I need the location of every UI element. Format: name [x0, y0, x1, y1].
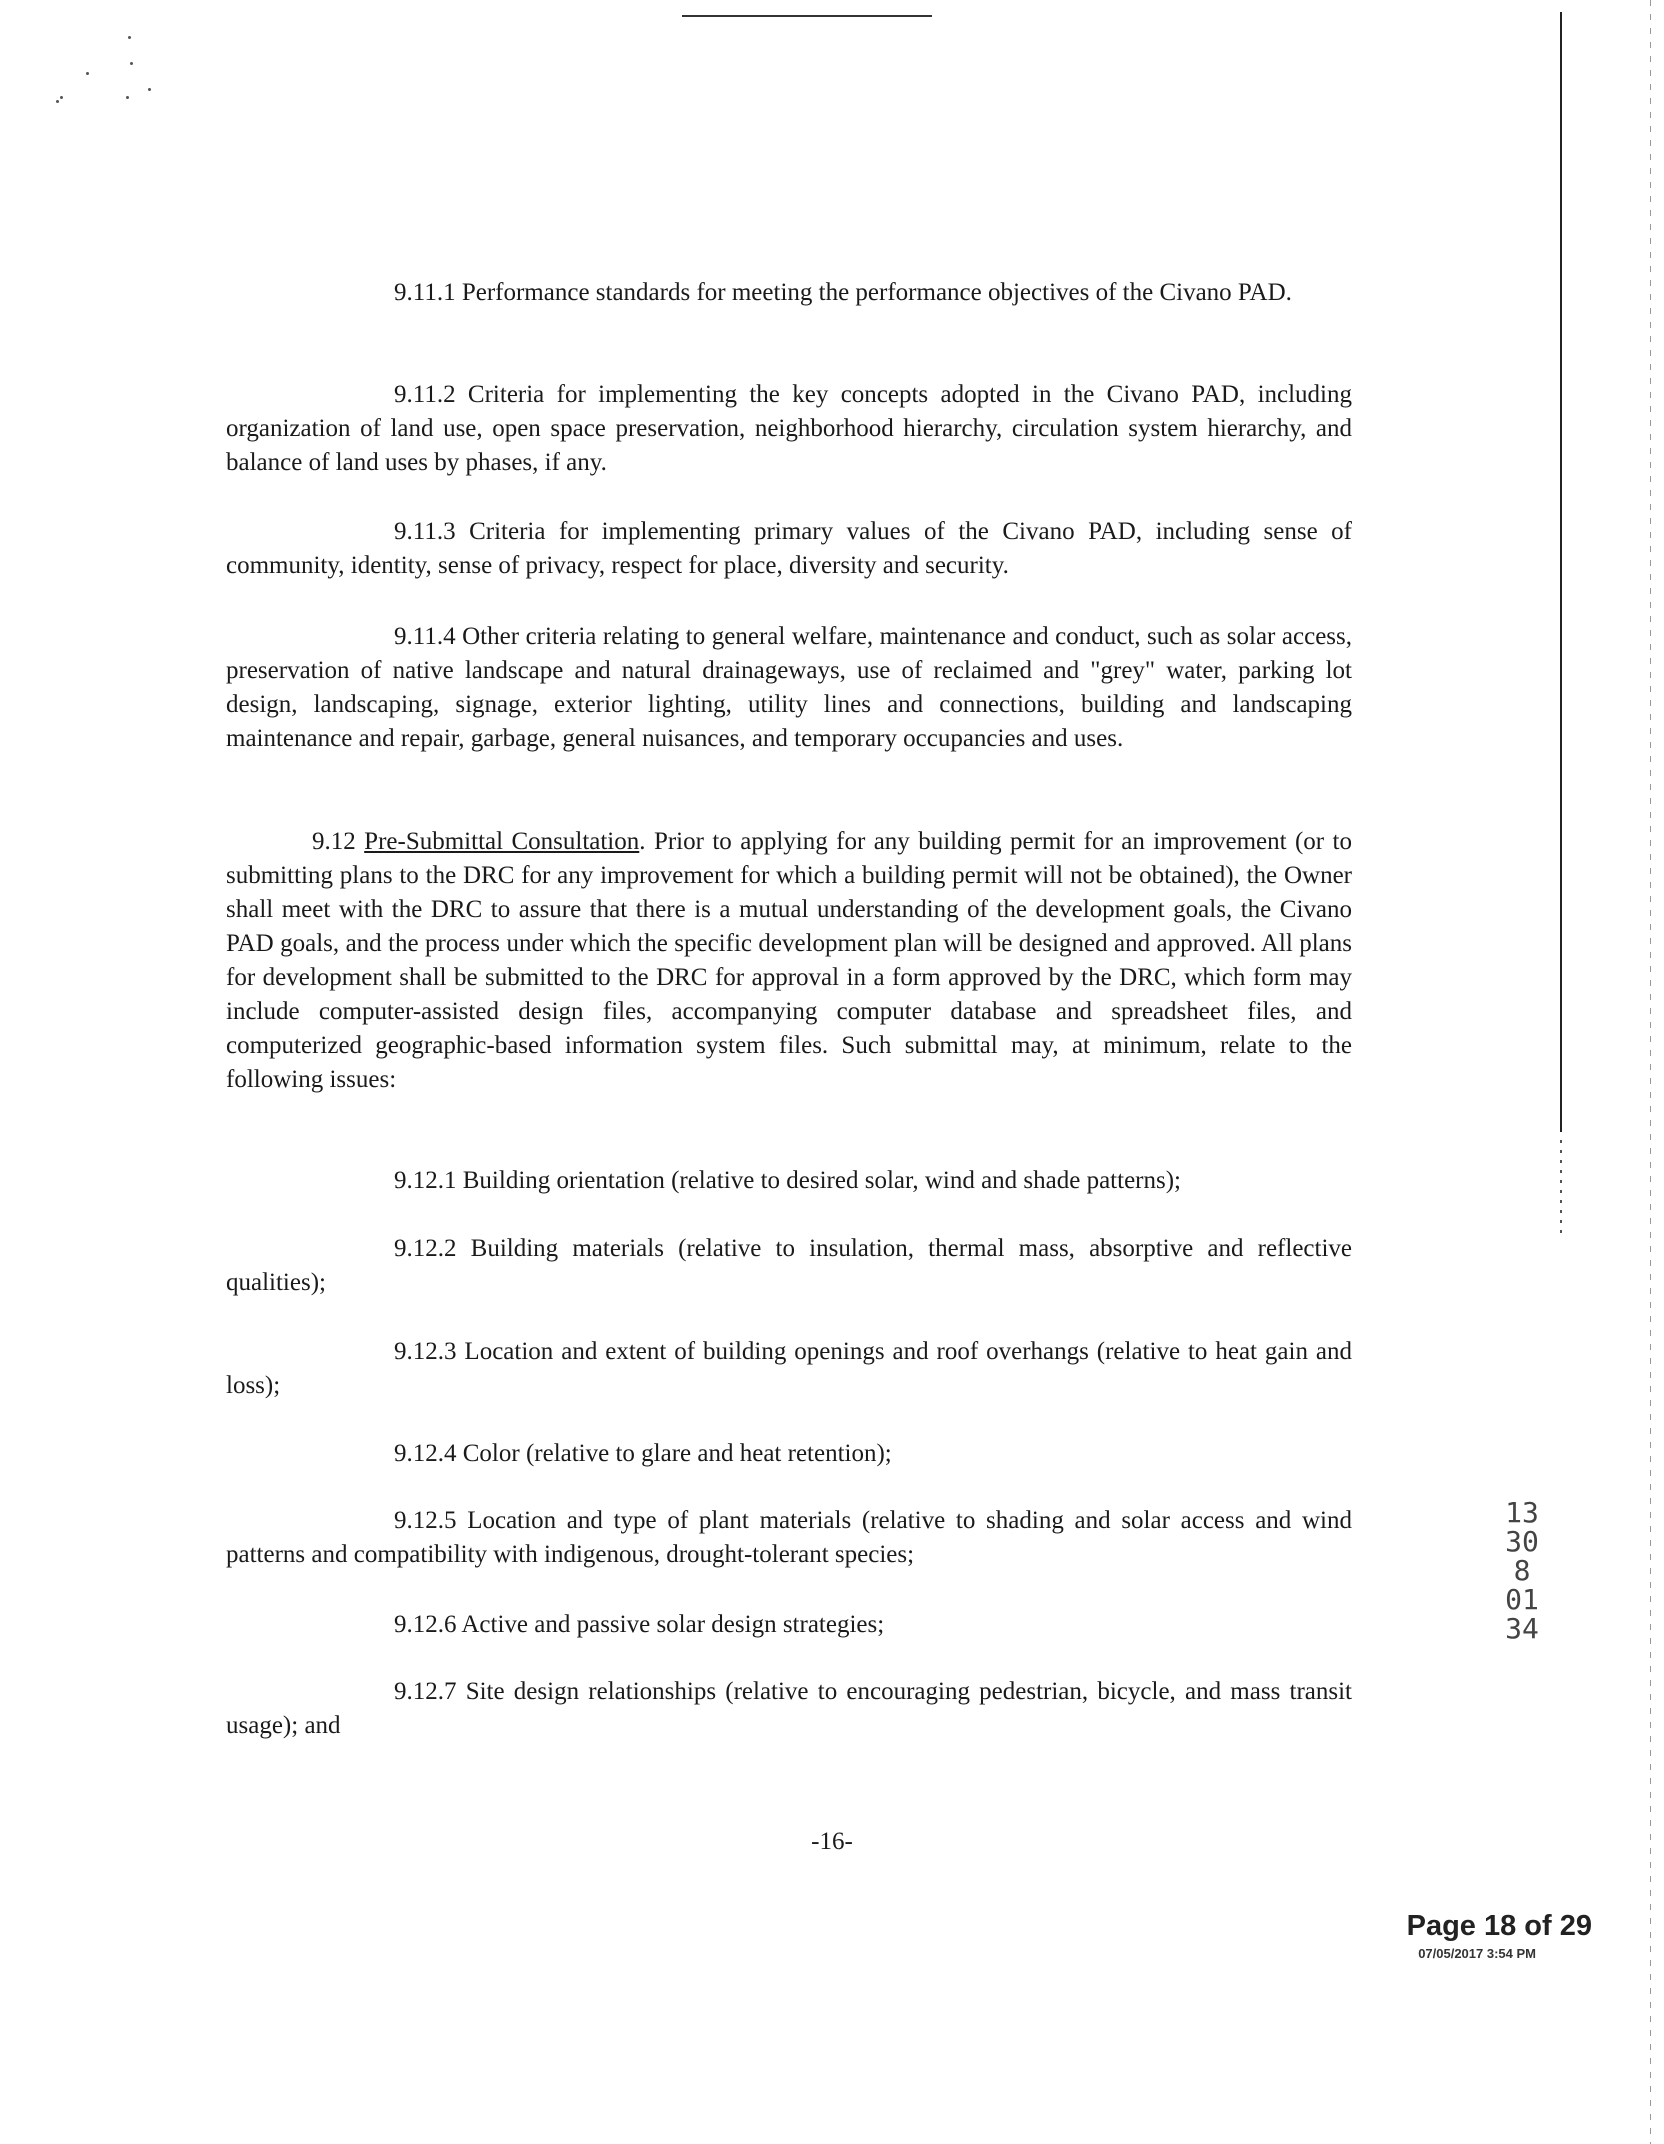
- paragraph-text: Location and extent of building openings and roof overhangs (relative to heat gain and loss);: [226, 1338, 1352, 1399]
- scan-speck: [60, 96, 63, 99]
- scan-page-edge: [1650, 0, 1651, 2144]
- paragraph-number: 9.12.5: [394, 1507, 457, 1534]
- paragraph-9-11-3: [226, 515, 1352, 583]
- scan-right-margin-dots: [1560, 1140, 1562, 1240]
- paragraph-number: 9.12.6: [394, 1611, 457, 1638]
- scan-speck: [130, 62, 133, 65]
- paragraph-text: . Prior to applying for any building permit for an improvement (or to submitting plans to the DRC for any improvement for which a building permit will not be obtained), the Owner shall meet with the DRC to assure that there is a mutual understanding of the development goals, the Civano PAD goals, and the process under which the specific development plan will be designed and approved. All plans for development shall be submitted to the DRC for approval in a form approved by the DRC, which form may include computer-assisted design files, accompanying computer database and spreadsheet files, and computerized geographic-based information system files. Such submittal may, at minimum, relate to the following issues:: [226, 828, 1352, 1093]
- paragraph-9-12: [226, 825, 1352, 1097]
- recording-stamp: 13308 0134: [1505, 1496, 1539, 1645]
- paragraph-text: Location and type of plant materials (relative to shading and solar access and wind patterns and compatibility with indigenous, drought-tolerant species;: [226, 1507, 1352, 1568]
- paragraph-number: 9.11.2: [394, 381, 456, 408]
- footer-page-label: Page 18 of 29: [1406, 1910, 1592, 1942]
- paragraph-text: Active and passive solar design strategies;: [456, 1611, 885, 1638]
- paragraph-text: Criteria for implementing the key concepts adopted in the Civano PAD, including organization of land use, open space preservation, neighborhood hierarchy, circulation system hierarchy, and balance of land uses by phases, if any.: [226, 381, 1352, 476]
- paragraph-9-12-2: [226, 1232, 1352, 1300]
- scan-top-rule: [682, 15, 932, 17]
- paragraph-text: Performance standards for meeting the performance objectives of the Civano PAD.: [455, 279, 1292, 306]
- paragraph-9-12-4: [226, 1437, 1352, 1471]
- paragraph-text: Criteria for implementing primary values of the Civano PAD, including sense of community, identity, sense of privacy, respect for place, diversity and security.: [226, 518, 1352, 579]
- scan-speck: [128, 36, 131, 39]
- paragraph-number: 9.12.1: [394, 1167, 457, 1194]
- paragraph-text: Site design relationships (relative to encouraging pedestrian, bicycle, and mass transit usage); and: [226, 1678, 1352, 1739]
- scan-right-margin-rule: [1560, 12, 1562, 1132]
- paragraph-text: Building orientation (relative to desired solar, wind and shade patterns);: [456, 1167, 1181, 1194]
- scan-speck: [148, 88, 151, 91]
- footer-timestamp: 07/05/2017 3:54 PM: [1418, 1946, 1536, 1961]
- scan-speck: [126, 96, 129, 99]
- paragraph-9-12-7: [226, 1675, 1352, 1743]
- paragraph-9-12-3: [226, 1335, 1352, 1403]
- paragraph-9-12-5: [226, 1504, 1352, 1572]
- scan-speck: [86, 72, 89, 75]
- paragraph-number: 9.11.3: [394, 518, 456, 545]
- paragraph-9-12-6: [226, 1608, 1352, 1642]
- paragraph-number: 9.12.3: [394, 1338, 457, 1365]
- paragraph-text: Building materials (relative to insulation, thermal mass, absorptive and reflective qualities);: [226, 1235, 1352, 1296]
- section-number: 9.12: [312, 828, 356, 855]
- paragraph-number: 9.12.4: [394, 1440, 457, 1467]
- paragraph-number: 9.11.4: [394, 623, 456, 650]
- paragraph-number: 9.11.1: [394, 279, 456, 306]
- section-heading: Pre-Submittal Consultation: [364, 828, 640, 855]
- paragraph-number: 9.12.2: [394, 1235, 457, 1262]
- scan-speck: [56, 100, 59, 103]
- paragraph-number: 9.12.7: [394, 1678, 457, 1705]
- paragraph-9-11-4: [226, 620, 1352, 756]
- paragraph-text: Other criteria relating to general welfare, maintenance and conduct, such as solar access, preservation of native landscape and natural drainageways, use of reclaimed and "grey" water, parking lot design, landscaping, signage, exterior lighting, utility lines and connections, building and landscaping maintenance and repair, garbage, general nuisances, and temporary occupancies and uses.: [226, 623, 1352, 752]
- paragraph-9-11-2: [226, 378, 1352, 480]
- paragraph-9-11-1: [226, 276, 1352, 310]
- page-number: -16-: [811, 1828, 853, 1855]
- paragraph-text: Color (relative to glare and heat retention);: [456, 1440, 892, 1467]
- paragraph-9-12-1: [226, 1164, 1352, 1198]
